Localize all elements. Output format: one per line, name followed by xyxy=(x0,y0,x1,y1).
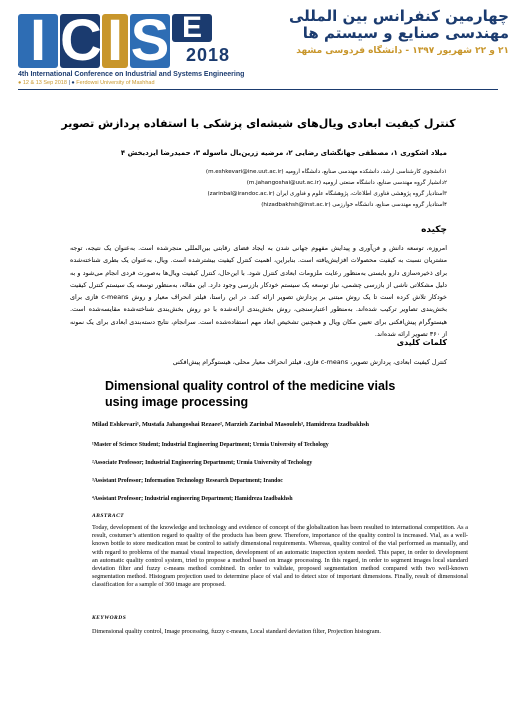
bullet-icon: ● xyxy=(18,80,23,86)
logo-year: 2018 xyxy=(186,45,231,65)
en-abstract: Today, development of the knowledge and technology and evidence of concept of the globalization has been resulted to international competition. As a result, costumer’s attention regard to quality of the products has been grew. Therefore, importance of the quality control is increased. Vial, as a well-known bottle to store medication must be control to satisfy dimensional requirements. Whereas, quality control of the vial performed as manually, and with regard to problems of the manual visual inspection, development of an automatic inspection system needed. This paper, in order to development an automatic quality control system, tried to propose a method based on image processing. In this regard, in order to segment images local standard deviation filter and fuzzy c-means method combined. In order to validate, proposed segmentation method compared with two well-known segmentation method. Histogram projection used to determine place of vial and to detect size of important dimensions. Finally, result of dimensional classification for a sample of 360 image are proposed. xyxy=(92,524,468,589)
en-authors: Milad Eshkevari¹, Mustafa Jahangoshai Rezaee², Marzieh Zarinbal Masouleh³, Hamidreza Izadbakhsh xyxy=(92,421,370,428)
logo-letter-i2: I xyxy=(106,8,124,73)
fa-abstract-heading: چکیده xyxy=(421,225,447,235)
logo-letter-s: S xyxy=(130,8,170,73)
conference-banner xyxy=(0,0,517,92)
separator-icon: | ● xyxy=(68,80,77,86)
fa-abstract: امروزه، توسعه دانش و فن‌آوری و پیدایش مفهوم جهانی شدن به ایجاد فضای رقابتی بین‌المللی منجرشده است. به‌عنوان یک نتیجه، توجه مشتریان نسبت به کیفیت محصولات افزایش‌یافته است. بنابراین، اهمیت کنترل کیفیت بیشترشده است. ویال، به‌عنوان یک بطری شناخته‌شده برای ذخیره‌سازی دارو بایستی به‌منظور رعایت ملزومات ابعادی کنترل شود. با این‌حال، کنترل کیفیت ویال‌ها به‌صورت فردی انجام می‌شود و به دلیل مشکلاتی ناشی از بازرسی چشمی، نیاز توسعه یک سیستم خودکار بازرسی وجود دارد. این مقاله، به‌منظور توسعه یک سیستم کنترل کیفیت خودکار تلاش کرده است تا یک روش مبتنی بر پردازش تصویر ارائه کند. در این راستا، فیلتر انحراف معیار و روش c-means فازی برای بخش‌بندی تصاویر ترکیب شده‌اند. به‌منظور اعتبارسنجی، روش بخش‌بندی ارائه‌شده با دو روش بخش‌بندی شناخته‌شده مقایسه‌شده است. هیستوگرام پیش‌افکنی برای تعیین مکان ویال و همچنین تشخیص ابعاد مهم استفاده‌شده است. سرانجام، نتایج دسته‌بندی ابعادی برای یک نمونه از ۳۶۰ تصویر ارائه شده‌اند. xyxy=(70,244,447,339)
fa-conference-line1: چهارمین کنفرانس بین المللی xyxy=(288,7,509,25)
fa-conference-date: ۲۱ و ۲۲ شهریور ۱۳۹۷ - دانشگاه فردوسی مشهد xyxy=(296,46,509,56)
logo-letter-c: C xyxy=(60,8,102,73)
en-affiliation: ²Associate Professor; Industrial Engineering Department; Urmia University of Techology xyxy=(92,460,313,466)
en-keywords-heading: KEYWORDS xyxy=(92,615,127,621)
fa-affiliation: ۴استادیار گروه مهندسی صنایع، دانشگاه خوارزمی (hizadbakhsh@inst.ac.ir) xyxy=(261,202,447,208)
en-affiliation: ³Assistant Professor; Information Technology Research Department; Irandoc xyxy=(92,478,283,484)
fa-keywords: کنترل کیفیت ابعادی، پردازش تصویر، c-means فازی، فیلتر انحراف معیار محلی، هیستوگرام پیش‌افکنی xyxy=(172,358,447,366)
fa-affiliation: ۱دانشجوی کارشناسی ارشد، دانشکده مهندسی صنایع، دانشگاه ارومیه (m.eshkevari@ine.uut.ac.ir) xyxy=(205,169,447,175)
banner-divider xyxy=(18,89,498,90)
en-abstract-heading: ABSTRACT xyxy=(92,513,125,519)
fa-conference-name xyxy=(279,8,509,42)
en-affiliation: ⁴Assistant Professor; Industrial engineering Department; Hamidreza Izadbakhsh xyxy=(92,496,293,502)
en-conference-name: 4th International Conference on Industrial and Systems Engineering xyxy=(18,71,245,78)
en-conference-date: 12 & 13 Sep 2018 xyxy=(22,80,67,86)
fa-conference-line2: مهندسی صنایع و سیستم ها xyxy=(302,24,509,42)
logo-letter-i1: I xyxy=(29,8,47,73)
logo-letter-e: E xyxy=(181,11,202,44)
en-paper-title: Dimensional quality control of the medicine vials using image processing xyxy=(105,379,396,409)
fa-keywords-heading: کلمات کلیدی xyxy=(396,338,447,347)
en-keywords: Dimensional quality control, Image processing, fuzzy c-means, Local standard deviation filter, Projection histogram. xyxy=(92,628,381,635)
en-affiliation: ¹Master of Science Student; Industrial Engineering Department; Urmia University of Techology xyxy=(92,442,329,448)
fa-affiliation: ۳استادیار گروه پژوهشی فناوری اطلاعات، پژوهشگاه علوم و فناوری ایران (zarinbal@irandoc.ac.ir) xyxy=(207,191,447,197)
en-conference-date-line xyxy=(18,80,318,86)
en-university: Ferdowsi University of Mashhad xyxy=(76,80,155,86)
fa-authors: میلاد اشکوری ۱، مصطفی جهانگشای رضایی ۲، مرضیه زرین‌بال ماسوله ۳، حمیدرضا ایزدبخش ۴ xyxy=(120,149,447,157)
fa-paper-title: کنترل کیفیت ابعادی ویال‌های شیشه‌ای پزشکی با استفاده پردازش تصویر xyxy=(61,117,456,130)
fa-affiliation: ۲دانشیار گروه مهندسی صنایع، دانشگاه صنعتی ارومیه (m.jahangoshai@uut.ac.ir) xyxy=(246,180,447,186)
